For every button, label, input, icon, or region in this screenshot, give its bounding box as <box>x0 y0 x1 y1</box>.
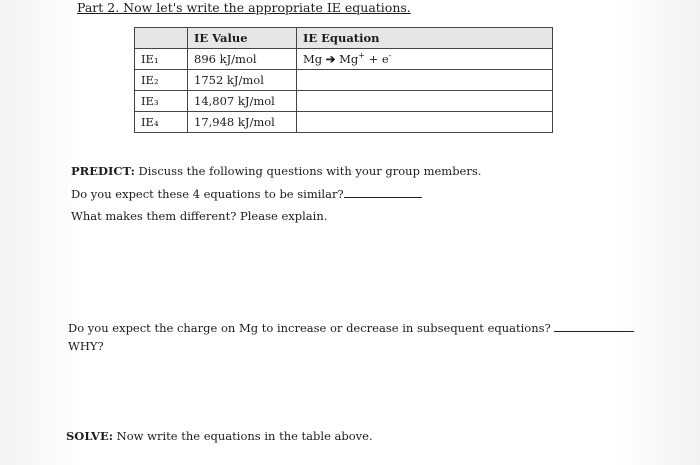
equation-cell[interactable] <box>297 91 553 112</box>
header-blank <box>135 28 188 49</box>
row-value: 896 kJ/mol <box>188 49 297 70</box>
question-different: What makes them different? Please explain. <box>71 209 328 223</box>
table-header-row <box>135 28 553 49</box>
table-row <box>135 49 553 70</box>
equation-cell[interactable] <box>297 70 553 91</box>
question-charge-text: Do you expect the charge on Mg to increase or decrease in subsequent equations? <box>68 321 551 335</box>
solve-line <box>66 429 373 443</box>
solve-label: SOLVE: <box>66 429 113 443</box>
equation-electron: + e <box>368 52 389 66</box>
product-charge: + <box>358 51 365 61</box>
row-value: 17,948 kJ/mol <box>188 112 297 133</box>
electron-charge: - <box>388 51 392 61</box>
table-row <box>135 112 553 133</box>
predict-line <box>71 164 481 178</box>
answer-blank[interactable] <box>554 321 634 332</box>
row-value: 1752 kJ/mol <box>188 70 297 91</box>
reaction-arrow-icon: ➔ <box>325 52 336 66</box>
header-ie-value: IE Value <box>188 28 297 49</box>
table-row <box>135 70 553 91</box>
row-label: IE₂ <box>135 70 188 91</box>
why-label: WHY? <box>68 339 104 353</box>
answer-blank[interactable] <box>344 187 422 198</box>
question-similar-text: Do you expect these 4 equations to be similar? <box>71 187 344 201</box>
question-similar <box>71 187 422 201</box>
header-ie-equation: IE Equation <box>297 28 553 49</box>
row-label: IE₄ <box>135 112 188 133</box>
predict-label: PREDICT: <box>71 164 135 178</box>
table-row <box>135 91 553 112</box>
equation-product: Mg <box>339 52 359 66</box>
solve-text: Now write the equations in the table above. <box>112 429 373 443</box>
equation-reactant: Mg <box>303 52 323 66</box>
row-value: 14,807 kJ/mol <box>188 91 297 112</box>
equation-cell[interactable] <box>297 112 553 133</box>
section-heading: Part 2. Now let's write the appropriate IE equations. <box>77 0 411 15</box>
row-label: IE₃ <box>135 91 188 112</box>
equation-cell[interactable] <box>297 49 553 70</box>
ie-table <box>134 27 553 133</box>
question-charge <box>68 321 634 335</box>
row-label: IE₁ <box>135 49 188 70</box>
predict-text: Discuss the following questions with your group members. <box>134 164 482 178</box>
